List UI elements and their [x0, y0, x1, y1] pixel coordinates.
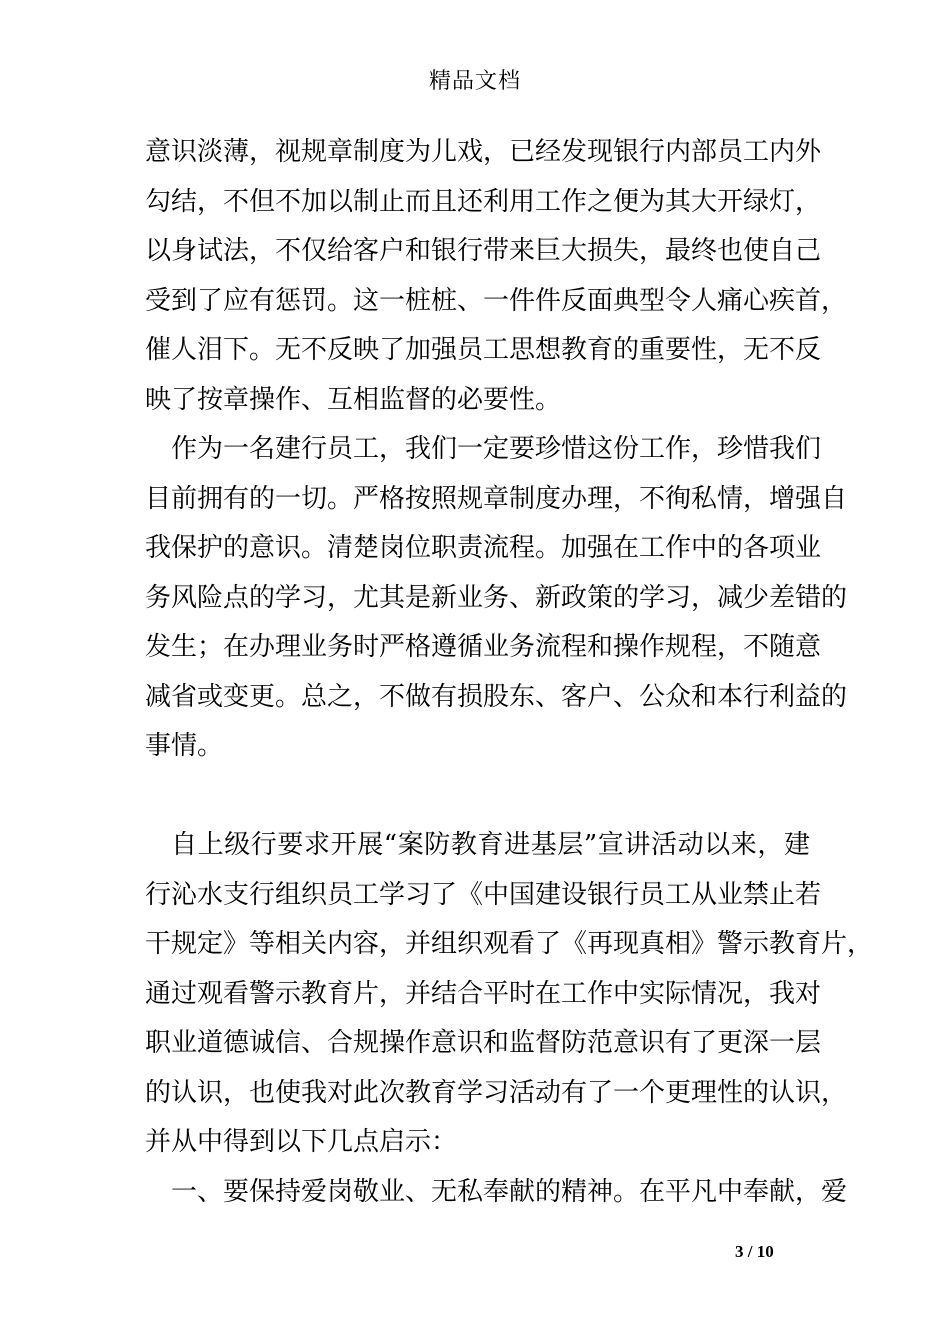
text-line: 受到了应有惩罚。这一桩桩、一件件反面典型令人痛心疾首，: [145, 285, 848, 316]
page-number: 3 / 10: [735, 1242, 774, 1261]
paragraph-start-line: 一、要保持爱岗敬业、无私奉献的精神。在平凡中奉献，爱: [171, 1176, 848, 1207]
text-line: 务风险点的学习，尤其是新业务、新政策的学习，减少差错的: [145, 582, 848, 613]
text-line: 事情。: [145, 731, 224, 761]
paragraph-start-line: 自上级行要求开展“案防教育进基层”宣讲活动以来，建: [171, 830, 810, 860]
text-line: 的认识，也使我对此次教育学习活动有了一个更理性的认识，: [145, 1077, 848, 1108]
page-header-title: 精品文档: [428, 69, 521, 94]
text-line: 行沁水支行组织员工学习了《中国建设银行员工从业禁止若: [145, 879, 822, 910]
text-line: 目前拥有的一切。严格按照规章制度办理，不徇私情，增强自: [145, 483, 848, 514]
text-line: 以身试法，不仅给客户和银行带来巨大损失，最终也使自己: [145, 236, 822, 266]
text-line: 我保护的意识。清楚岗位职责流程。加强在工作中的各项业: [145, 533, 822, 563]
text-line: 意识淡薄，视规章制度为儿戏，已经发现银行内部员工内外: [145, 137, 822, 167]
text-line: 并从中得到以下几点启示：: [145, 1127, 458, 1157]
paragraph-start-line: 作为一名建行员工，我们一定要珍惜这份工作，珍惜我们: [171, 434, 822, 464]
text-line: 干规定》等相关内容，并组织观看了《再现真相》警示教育片，: [145, 929, 874, 959]
text-line: 职业道德诚信、合规操作意识和监督防范意识有了更深一层: [145, 1028, 822, 1058]
text-line: 减省或变更。总之，不做有损股东、客户、公众和本行利益的: [145, 681, 848, 712]
text-line: 勾结，不但不加以制止而且还利用工作之便为其大开绿灯，: [145, 186, 822, 217]
text-line: 通过观看警示教育片，并结合平时在工作中实际情况，我对: [145, 978, 822, 1009]
paragraph-gap: [145, 776, 810, 826]
text-line: 映了按章操作、互相监督的必要性。: [145, 384, 562, 415]
document-body: [145, 132, 874, 1221]
text-line: 催人泪下。无不反映了加强员工思想教育的重要性，无不反: [145, 335, 822, 365]
text-line: 发生；在办理业务时严格遵循业务流程和操作规程，不随意: [145, 632, 822, 662]
